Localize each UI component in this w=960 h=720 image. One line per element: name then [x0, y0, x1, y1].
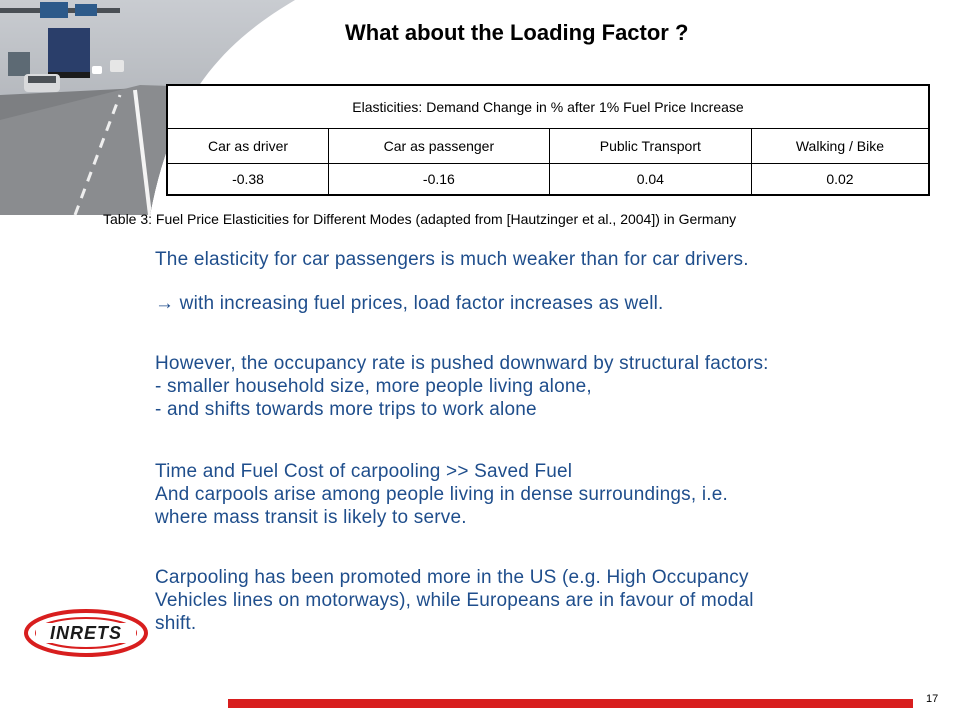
paragraph-line: - smaller household size, more people living alone, — [155, 376, 592, 397]
footer-bar — [228, 699, 913, 708]
paragraph-us-europe — [155, 566, 925, 635]
value-public-transport: 0.04 — [549, 164, 751, 196]
value-car-passenger: -0.16 — [329, 164, 550, 196]
paragraph-line: However, the occupancy rate is pushed downward by structural factors: — [155, 353, 769, 374]
page-number: 17 — [926, 693, 939, 705]
header-walking-bike: Walking / Bike — [751, 129, 929, 164]
header-public-transport: Public Transport — [549, 129, 751, 164]
table-caption: Elasticities: Demand Change in % after 1% Fuel Price Increase — [167, 85, 929, 129]
paragraph-elasticity — [155, 248, 925, 271]
paragraph-line: Time and Fuel Cost of carpooling >> Saved Fuel — [155, 461, 573, 482]
inrets-logo — [22, 605, 150, 661]
paragraph-line — [155, 292, 925, 315]
paragraph-line: And carpools arise among people living in dense surroundings, i.e. — [155, 484, 728, 505]
svg-text:INRETS: INRETS — [49, 623, 123, 643]
paragraph-line: where mass transit is likely to serve. — [155, 507, 467, 528]
paragraph-line: The elasticity for car passengers is much weaker than for car drivers. — [155, 249, 749, 270]
header-car-passenger: Car as passenger — [329, 129, 550, 164]
paragraph-load-factor — [155, 292, 925, 315]
elasticity-table — [166, 84, 930, 196]
paragraph-line: Vehicles lines on motorways), while Europeans are in favour of modal — [155, 590, 754, 611]
table-header-row — [167, 129, 929, 164]
paragraph-line: Carpooling has been promoted more in the US (e.g. High Occupancy — [155, 567, 749, 588]
paragraph-text: with increasing fuel prices, load factor increases as well. — [174, 293, 664, 314]
paragraph-carpool-cost — [155, 460, 925, 529]
value-car-driver: -0.38 — [167, 164, 329, 196]
value-walking-bike: 0.02 — [751, 164, 929, 196]
slide-title: What about the Loading Factor ? — [345, 20, 689, 45]
right-arrow-icon: → — [155, 293, 175, 314]
header-car-driver: Car as driver — [167, 129, 329, 164]
table-note: Table 3: Fuel Price Elasticities for Different Modes (adapted from [Hautzinger et al., 2004]) in Germany — [103, 211, 737, 227]
table-row — [167, 164, 929, 196]
paragraph-line: shift. — [155, 613, 197, 634]
paragraph-line: - and shifts towards more trips to work alone — [155, 399, 537, 420]
paragraph-occupancy — [155, 352, 925, 421]
